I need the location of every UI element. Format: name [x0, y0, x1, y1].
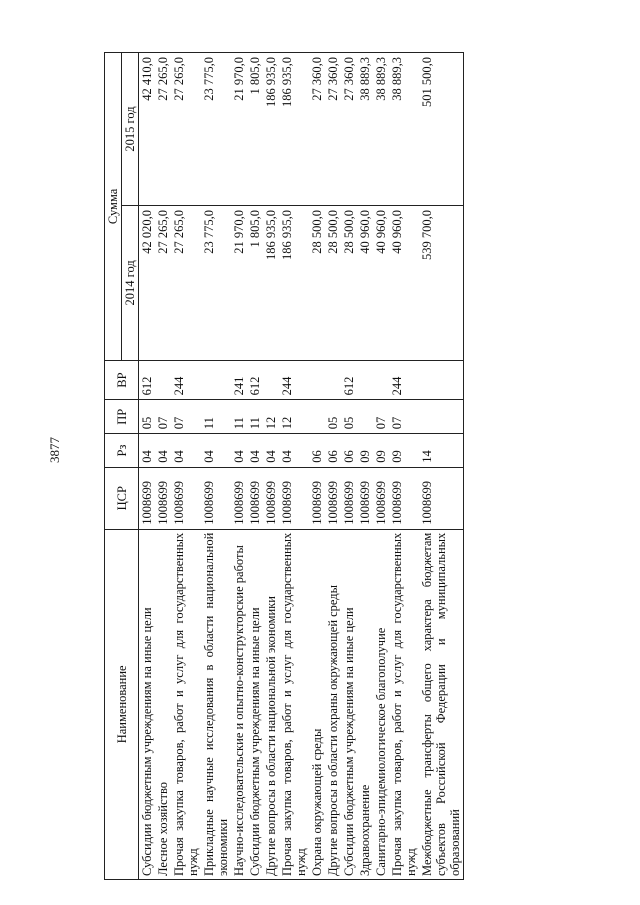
table-row	[419, 53, 464, 880]
row-vr: 244	[279, 360, 309, 400]
table-row	[201, 53, 231, 880]
row-name: Здравоохранение	[357, 529, 373, 879]
row-rz: 06	[325, 434, 341, 468]
rotated-table-container	[104, 52, 624, 880]
row-vr	[263, 360, 279, 400]
row-rz: 04	[231, 434, 247, 468]
row-name: Другие вопросы в области охраны окружающей среды	[325, 529, 341, 879]
row-pr: 07	[155, 400, 171, 434]
row-sum-2014: 40 960,0	[373, 205, 389, 360]
row-sum-2015: 38 889,3	[389, 53, 419, 206]
header-year-2014: 2014 год	[122, 205, 139, 360]
table-row	[139, 53, 156, 880]
row-sum-2015: 186 935,0	[263, 53, 279, 206]
row-vr: 612	[139, 360, 156, 400]
table-row	[389, 53, 419, 880]
row-pr: 07	[373, 400, 389, 434]
row-pr: 05	[139, 400, 156, 434]
row-vr	[155, 360, 171, 400]
row-rz: 06	[341, 434, 357, 468]
row-vr	[309, 360, 325, 400]
row-rz: 09	[389, 434, 419, 468]
row-rz: 04	[155, 434, 171, 468]
row-sum-2014: 1 805,0	[247, 205, 263, 360]
row-name: Другие вопросы в области национальной экономики	[263, 529, 279, 879]
row-sum-2015: 1 805,0	[247, 53, 263, 206]
table-row	[247, 53, 263, 880]
row-vr	[325, 360, 341, 400]
table-row	[309, 53, 325, 880]
row-csr: 1008699	[279, 467, 309, 529]
row-csr: 1008699	[201, 467, 231, 529]
header-rz: Рз	[105, 434, 139, 468]
row-name: Субсидии бюджетным учреждениям на иные цели	[341, 529, 357, 879]
row-csr: 1008699	[341, 467, 357, 529]
table-row	[155, 53, 171, 880]
row-name: Субсидии бюджетным учреждениям на иные цели	[247, 529, 263, 879]
header-year-2015: 2015 год	[122, 53, 139, 206]
row-pr: 11	[201, 400, 231, 434]
row-sum-2014: 186 935,0	[279, 205, 309, 360]
row-csr: 1008699	[373, 467, 389, 529]
row-sum-2015: 186 935,0	[279, 53, 309, 206]
table-row	[171, 53, 201, 880]
row-csr: 1008699	[171, 467, 201, 529]
row-pr: 07	[389, 400, 419, 434]
row-sum-2015: 23 775,0	[201, 53, 231, 206]
table-row	[341, 53, 357, 880]
row-sum-2015: 27 360,0	[309, 53, 325, 206]
table-row	[263, 53, 279, 880]
row-name: Субсидии бюджетным учреждениям на иные цели	[139, 529, 156, 879]
row-vr: 612	[247, 360, 263, 400]
row-sum-2014: 42 020,0	[139, 205, 156, 360]
row-csr: 1008699	[139, 467, 156, 529]
row-sum-2015: 38 889,3	[373, 53, 389, 206]
row-sum-2014: 28 500,0	[325, 205, 341, 360]
row-csr: 1008699	[357, 467, 373, 529]
table-row	[325, 53, 341, 880]
header-vr: ВР	[105, 360, 139, 400]
row-pr	[419, 400, 464, 434]
row-pr: 05	[325, 400, 341, 434]
row-sum-2014: 27 265,0	[171, 205, 201, 360]
row-rz: 14	[419, 434, 464, 468]
row-sum-2015: 27 265,0	[171, 53, 201, 206]
row-vr: 244	[389, 360, 419, 400]
row-vr	[373, 360, 389, 400]
row-rz: 09	[373, 434, 389, 468]
row-pr: 05	[341, 400, 357, 434]
row-rz: 04	[171, 434, 201, 468]
row-vr	[357, 360, 373, 400]
row-csr: 1008699	[389, 467, 419, 529]
row-csr: 1008699	[325, 467, 341, 529]
row-vr: 244	[171, 360, 201, 400]
row-pr	[309, 400, 325, 434]
row-pr	[357, 400, 373, 434]
table-row	[373, 53, 389, 880]
row-rz: 06	[309, 434, 325, 468]
row-pr: 11	[231, 400, 247, 434]
row-sum-2015: 27 265,0	[155, 53, 171, 206]
row-rz: 04	[139, 434, 156, 468]
row-name: Научно-исследовательские и опытно-конструкторские работы	[231, 529, 247, 879]
row-pr: 11	[247, 400, 263, 434]
row-sum-2015: 38 889,3	[357, 53, 373, 206]
row-sum-2014: 186 935,0	[263, 205, 279, 360]
header-name: Наименование	[105, 529, 139, 879]
row-pr: 07	[171, 400, 201, 434]
row-rz: 04	[263, 434, 279, 468]
row-vr: 241	[231, 360, 247, 400]
row-rz: 09	[357, 434, 373, 468]
row-sum-2014: 23 775,0	[201, 205, 231, 360]
row-csr: 1008699	[309, 467, 325, 529]
row-csr: 1008699	[155, 467, 171, 529]
row-sum-2015: 501 500,0	[419, 53, 464, 206]
header-csr: ЦСР	[105, 467, 139, 529]
row-rz: 04	[201, 434, 231, 468]
row-rz: 04	[247, 434, 263, 468]
budget-table	[104, 52, 464, 880]
table-row	[231, 53, 247, 880]
row-csr: 1008699	[419, 467, 464, 529]
row-sum-2015: 27 360,0	[341, 53, 357, 206]
row-csr: 1008699	[231, 467, 247, 529]
row-vr: 612	[341, 360, 357, 400]
row-name: Санитарно-эпидемиологическое благополучие	[373, 529, 389, 879]
row-csr: 1008699	[263, 467, 279, 529]
row-vr	[201, 360, 231, 400]
row-sum-2014: 21 970,0	[231, 205, 247, 360]
row-name: Межбюджетные трансферты общего характера бюджетам субъектов Российской Федерации и муниципальных образований	[419, 529, 464, 879]
header-pr: ПР	[105, 400, 139, 434]
row-sum-2014: 27 265,0	[155, 205, 171, 360]
row-sum-2015: 21 970,0	[231, 53, 247, 206]
row-rz: 04	[279, 434, 309, 468]
page-number: 3877	[47, 437, 62, 463]
row-sum-2015: 27 360,0	[325, 53, 341, 206]
row-name: Прочая закупка товаров, работ и услуг для государственных нужд	[279, 529, 309, 879]
header-sum: Сумма	[105, 53, 122, 361]
row-sum-2014: 40 960,0	[357, 205, 373, 360]
table-row	[357, 53, 373, 880]
row-name: Прочая закупка товаров, работ и услуг для государственных нужд	[389, 529, 419, 879]
row-name: Прикладные научные исследования в области национальной экономики	[201, 529, 231, 879]
row-sum-2014: 539 700,0	[419, 205, 464, 360]
row-sum-2014: 40 960,0	[389, 205, 419, 360]
row-name: Лесное хозяйство	[155, 529, 171, 879]
row-pr: 12	[263, 400, 279, 434]
row-name: Прочая закупка товаров, работ и услуг для государственных нужд	[171, 529, 201, 879]
row-csr: 1008699	[247, 467, 263, 529]
row-name: Охрана окружающей среды	[309, 529, 325, 879]
row-pr: 12	[279, 400, 309, 434]
row-sum-2015: 42 410,0	[139, 53, 156, 206]
table-row	[279, 53, 309, 880]
row-sum-2014: 28 500,0	[341, 205, 357, 360]
row-vr	[419, 360, 464, 400]
row-sum-2014: 28 500,0	[309, 205, 325, 360]
